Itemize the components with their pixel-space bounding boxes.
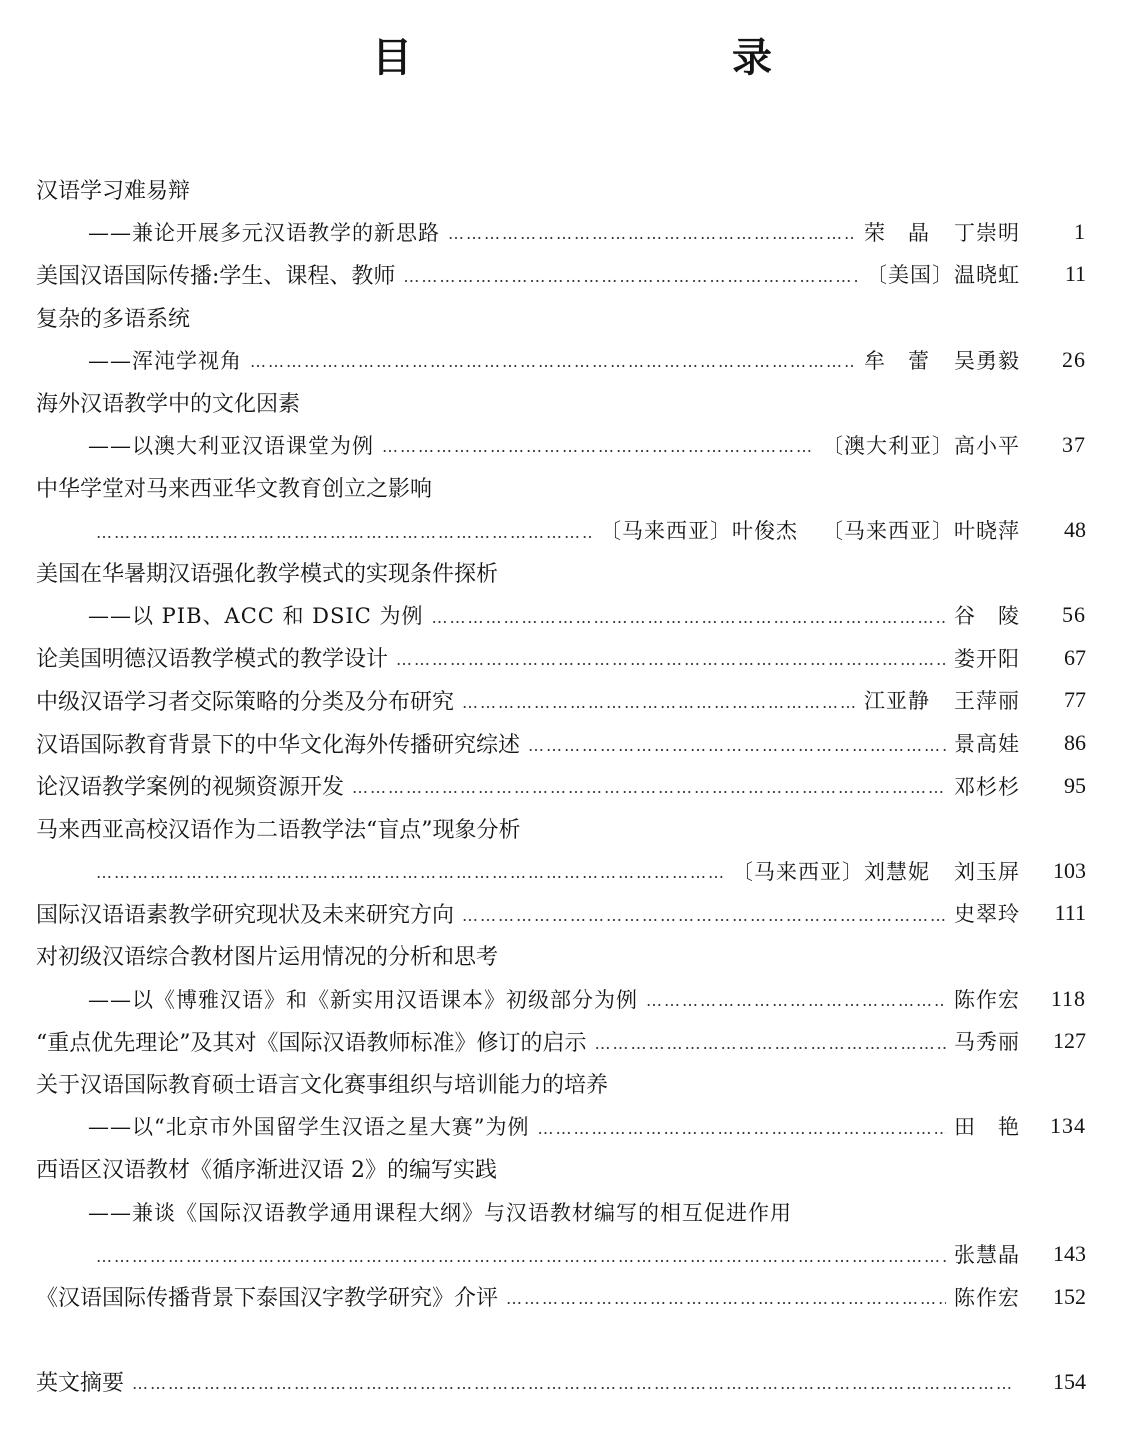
- entry-authors: [864, 345, 1020, 375]
- toc-entry: [36, 509, 1086, 552]
- author: 〔美国〕温晓虹: [866, 263, 1020, 288]
- toc-entry: [36, 935, 1086, 978]
- page-number[interactable]: 48: [1064, 517, 1086, 543]
- author: 张慧晶: [954, 1243, 1020, 1268]
- entry-subtitle: ——以“北京市外国留学生汉语之星大赛”为例: [88, 1115, 530, 1140]
- page-number[interactable]: 118: [1050, 985, 1086, 1011]
- entry-title: 西语区汉语教材《循序渐进汉语 2》的编写实践: [36, 1158, 497, 1184]
- toc-entry: [36, 764, 1086, 807]
- entry-title: 论汉语教学案例的视频资源开发: [36, 775, 345, 801]
- entry-title: 美国汉语国际传播:学生、课程、教师: [36, 263, 396, 289]
- dot-leader: [537, 1119, 946, 1138]
- entry-authors: [954, 728, 1020, 758]
- page-number[interactable]: 86: [1064, 730, 1086, 756]
- entry-title: 对初级汉语综合教材图片运用情况的分析和思考: [36, 945, 499, 971]
- toc-entry-appendix: [36, 1361, 1086, 1404]
- entry-authors: [822, 430, 1020, 460]
- entry-title: 中级汉语学习者交际策略的分类及分布研究: [36, 689, 455, 715]
- author: 王萍丽: [954, 689, 1020, 714]
- page-number[interactable]: 143: [1053, 1241, 1086, 1267]
- dot-leader: [96, 863, 724, 882]
- entry-title: 美国在华暑期汉语强化教学模式的实现条件探析: [36, 562, 499, 588]
- dot-leader: [352, 778, 946, 797]
- entry-title: 英文摘要: [36, 1371, 125, 1397]
- toc-entry: [36, 381, 1086, 424]
- entry-authors: [954, 771, 1020, 801]
- author: 江亚静: [864, 689, 930, 714]
- toc-entry: [36, 1020, 1086, 1063]
- toc-entry: [36, 1148, 1086, 1191]
- entry-title: 马来西亚高校汉语作为二语教学法“盲点”现象分析: [36, 817, 521, 843]
- entry-authors: [954, 898, 1020, 928]
- entry-authors: [732, 856, 1020, 886]
- page-number[interactable]: 103: [1053, 857, 1086, 883]
- toc-entry: [36, 1105, 1086, 1148]
- entry-authors: [954, 1239, 1020, 1269]
- entry-authors: [954, 1111, 1020, 1141]
- toc-entry: [36, 722, 1086, 765]
- entry-authors: [600, 515, 1020, 545]
- page-number[interactable]: 11: [1064, 261, 1086, 287]
- entry-title: “重点优先理论”及其对《国际汉语教师标准》修订的启示: [36, 1030, 587, 1056]
- entry-title: 论美国明德汉语教学模式的教学设计: [36, 647, 389, 673]
- page-number[interactable]: 111: [1054, 900, 1086, 926]
- toc-entry: [36, 551, 1086, 594]
- author: 荣 晶: [864, 220, 930, 245]
- dot-leader: [96, 523, 592, 542]
- entry-title: 汉语国际教育背景下的中华文化海外传播研究综述: [36, 732, 521, 758]
- toc-entry: [36, 807, 1086, 850]
- author: 陈作宏: [954, 987, 1020, 1012]
- dot-leader: [403, 267, 858, 286]
- author: 丁崇明: [954, 220, 1020, 245]
- page-title: 目 录: [372, 35, 852, 81]
- page-number[interactable]: 1: [1074, 218, 1086, 244]
- entry-title: 关于汉语国际教育硕士语言文化赛事组织与培训能力的培养: [36, 1073, 609, 1099]
- entry-authors: [954, 643, 1020, 673]
- dot-leader: [448, 224, 856, 243]
- entry-authors: [954, 1282, 1020, 1312]
- entry-authors: [864, 217, 1020, 247]
- dot-leader: [462, 693, 856, 712]
- dot-leader: [431, 608, 946, 627]
- dot-leader: [595, 1034, 947, 1053]
- entry-authors: [954, 984, 1020, 1014]
- entry-title: 《汉语国际传播背景下泰国汉字教学研究》介评: [36, 1286, 499, 1312]
- author: 邓杉杉: [954, 774, 1020, 799]
- author: 景高娃: [954, 732, 1020, 757]
- entry-authors: [954, 600, 1020, 630]
- entry-authors: [864, 685, 1020, 715]
- toc-entry: [36, 1062, 1086, 1105]
- author: 牟 蕾: [864, 348, 930, 373]
- entry-subtitle: ——以 PIB、ACC 和 DSIC 为例: [88, 604, 424, 629]
- author: 史翠玲: [954, 902, 1020, 927]
- author: 〔马来西亚〕刘慧妮: [732, 859, 930, 884]
- toc-entry: [36, 168, 1086, 211]
- author: 〔澳大利亚〕高小平: [822, 433, 1020, 458]
- author: 〔马来西亚〕叶晓萍: [822, 519, 1020, 544]
- dot-leader: [462, 906, 946, 925]
- page-number[interactable]: 127: [1053, 1028, 1086, 1054]
- entry-subtitle: ——兼论开展多元汉语教学的新思路: [88, 220, 440, 245]
- toc-entry: [36, 1190, 1086, 1233]
- page-number[interactable]: 67: [1064, 644, 1086, 670]
- entry-subtitle: ——以《博雅汉语》和《新实用汉语课本》初级部分为例: [88, 987, 638, 1012]
- toc-entry: [36, 296, 1086, 339]
- dot-leader: [250, 352, 856, 371]
- entry-title: 汉语学习难易辩: [36, 178, 191, 204]
- author: 谷 陵: [954, 604, 1020, 629]
- toc-entry: [36, 466, 1086, 509]
- table-of-contents: [36, 168, 1086, 1403]
- author: 马秀丽: [954, 1030, 1020, 1055]
- toc-entry: [36, 637, 1086, 680]
- page-number[interactable]: 95: [1064, 772, 1086, 798]
- page-number[interactable]: 152: [1053, 1283, 1086, 1309]
- author: 吴勇毅: [954, 348, 1020, 373]
- page-number[interactable]: 77: [1064, 687, 1086, 713]
- section-gap: [36, 1318, 1086, 1361]
- toc-entry: [36, 211, 1086, 254]
- page-number[interactable]: 154: [1053, 1368, 1086, 1394]
- page-number[interactable]: 56: [1062, 602, 1086, 628]
- toc-entry: [36, 338, 1086, 381]
- author: 娄开阳: [954, 646, 1020, 671]
- page-number[interactable]: 134: [1050, 1113, 1086, 1139]
- toc-entry: [36, 1275, 1086, 1318]
- entry-authors: [866, 259, 1020, 289]
- entry-title: 国际汉语语素教学研究现状及未来研究方向: [36, 902, 455, 928]
- entry-title: 中华学堂对马来西亚华文教育创立之影响: [36, 476, 433, 502]
- dot-leader: [396, 650, 946, 669]
- toc-entry: [36, 424, 1086, 467]
- author: 田 艳: [954, 1115, 1020, 1140]
- dot-leader: [528, 736, 946, 755]
- entry-title: 海外汉语教学中的文化因素: [36, 391, 301, 417]
- author: 陈作宏: [954, 1285, 1020, 1310]
- page-number[interactable]: 26: [1062, 346, 1086, 372]
- entry-authors: [954, 1026, 1020, 1056]
- toc-entry: [36, 1233, 1086, 1276]
- toc-entry: [36, 977, 1086, 1020]
- toc-entry: [36, 594, 1086, 637]
- entry-subtitle: ——浑沌学视角: [88, 348, 242, 373]
- page-number[interactable]: 37: [1062, 431, 1086, 457]
- entry-subtitle: ——以澳大利亚汉语课堂为例: [88, 433, 374, 458]
- entry-title: 复杂的多语系统: [36, 306, 191, 332]
- dot-leader: [132, 1374, 1012, 1393]
- toc-entry: [36, 679, 1086, 722]
- author: 〔马来西亚〕叶俊杰: [600, 519, 798, 544]
- dot-leader: [96, 1247, 946, 1266]
- author: 刘玉屏: [954, 859, 1020, 884]
- entry-subtitle: ——兼谈《国际汉语教学通用课程大纲》与汉语教材编写的相互促进作用: [88, 1200, 792, 1225]
- toc-entry: [36, 850, 1086, 893]
- toc-entry: [36, 892, 1086, 935]
- toc-entry: [36, 253, 1086, 296]
- dot-leader: [382, 437, 814, 456]
- dot-leader: [646, 991, 946, 1010]
- dot-leader: [506, 1289, 946, 1308]
